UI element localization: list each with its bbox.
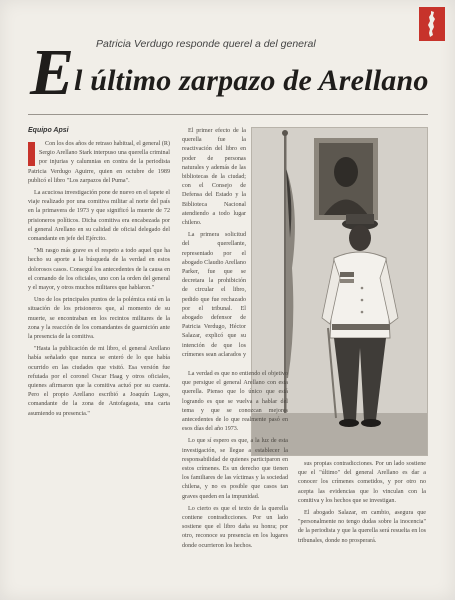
chile-map-icon: [425, 10, 439, 38]
drop-cap-marker: [28, 142, 35, 166]
paragraph: "Mi rasgo más grave es el respeto a todo aquel que ha hecho su aporte a la búsqueda de la verdad en estos dolorosos casos. Conseguí los antecedentes de la causa en el comando de los oficiales, uno con la orden del general y el mayor, y otros muchos militares que hablaron.": [28, 248, 170, 292]
title-rule: [28, 114, 428, 115]
title-initial: E: [30, 36, 75, 109]
paragraph: Uno de los principales puntos de la polémica está en la situación de los prisioneros que, al momento de su muerte, se encontraban en los recintos militares de la zona y la reacción de los comandantes de guarnición ante la presencia de la comitiva.: [28, 297, 170, 341]
title-text: l último zarpazo de Arellano: [74, 64, 429, 97]
article-title: [30, 36, 450, 110]
paragraph: El abogado Salazar, en cambio, asegura que "personalmente no tengo dudas sobre la inocencia" de la periodista y que la querella será resuelta en los tribunales, donde no prosperará.: [298, 510, 426, 544]
body-column-1: [28, 140, 170, 578]
paragraph: La primera solicitud del querellante, representado por el abogado Claudio Arellano Parker, fue que se decretara la prohibición de circular el libro, pedido que fue rechazado por el tribunal. El abogado defensor de Patricia Verdugo, Héctor Salazar, explicó que su intención de que los crímenes sean aclarados y: [182, 232, 246, 358]
paragraph: Con los dos años de retraso habitual, el general (R) Sergio Arellano Stark interpuso una querella criminal por injurias y calumnias en contra de la periodista Patricia Verdugo Aguirre, quien en octubre de 1989 publicó el libro "Los zarpazos del Puma".: [28, 141, 170, 184]
body-column-2: [182, 127, 246, 360]
paragraph: El primer efecto de la querella fue la reactivación del libro en poder de personas naturales y además de las bibliotecas de la ciudad; con el Consejo de Defensa del Estado y la Biblioteca Nacional atendiendo a todo lugar chileno.: [182, 128, 246, 227]
body-column-3: [182, 370, 288, 578]
paragraph: "Hasta la publicación de mi libro, el general Arellano había señalado que nunca se enteró de lo que había ocurrido en las ciudades que visitó. Esa versión fue refutada por el coronel Oscar Haag y otros oficiales, quienes afirmaron que la comitiva actuó por su cuenta. Pero el propio Arellano escribió a Joaquín Lagos, comandante de la zona de Antofagasta, una carta asumiendo su presencia.": [28, 346, 170, 417]
byline: Equipo Apsi: [28, 127, 69, 134]
section-tab: [419, 7, 445, 41]
paragraph: Lo cierto es que el texto de la querella contiene contradicciones. Por un lado sostiene que el libro daña su honra; por otro, reconoce su presencia en los lugares donde ocurrieron los hechos.: [182, 505, 288, 549]
article-kicker: Patricia Verdugo responde querel a del general: [96, 38, 316, 50]
body-column-4: [298, 460, 426, 578]
paragraph: Lo que sí espero es que, a la luz de esta investigación, se llegue a establecer la responsabilidad de quienes participaron en estos crímenes. Es un derecho que tienen los familiares de las víctimas y la sociedad chilena, y no es posible que casos tan graves queden en la impunidad.: [182, 438, 288, 500]
paragraph: La acuciosa investigación pone de nuevo en el tapete el viaje realizado por una comitiva militar al norte del país en la primavera de 1973 y que significó la muerte de 72 prisioneros políticos. Dicha comitiva era encabezada por el general Arellano en su calidad de oficial delegado del comandante en jefe del Ejército.: [28, 190, 170, 243]
paragraph: La verdad es que no entiendo el objetivo que persigue el general Arellano con esta querella. Pienso que lo único que está logrando es que se vuelva a hablar del tema y que se conozcan mejores antecedentes de lo que realmente pasó en esos días del año 1973.: [182, 371, 288, 433]
paragraph: sus propias contradicciones. Por un lado sostiene que el "último" del general Arellano es dar a conocer los crímenes cometidos, y por otro no acepta las evidencias que lo vinculan con la comitiva y los hechos que se investigan.: [298, 461, 426, 504]
